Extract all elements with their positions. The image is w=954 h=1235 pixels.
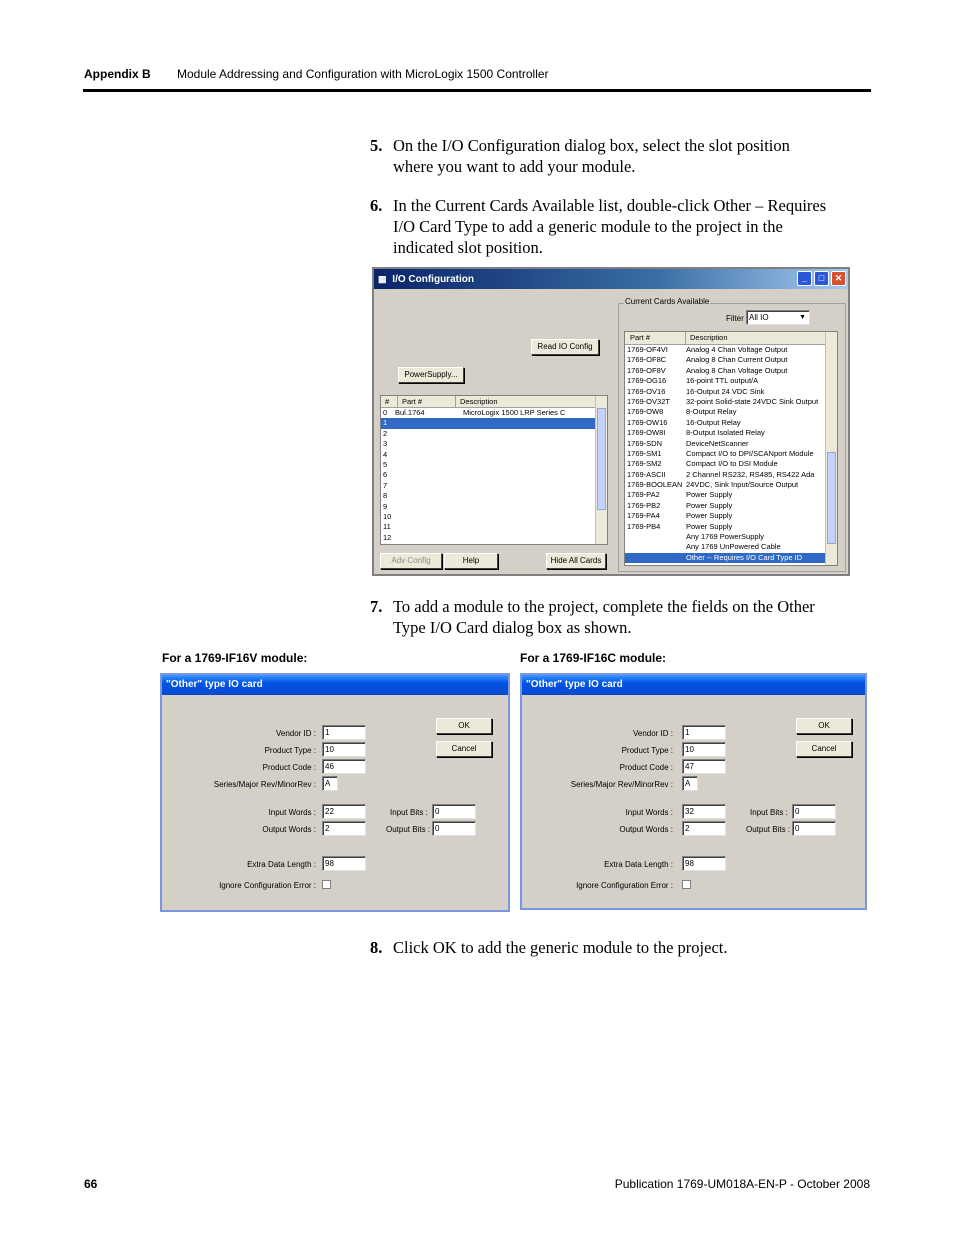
slot-row[interactable]	[381, 439, 607, 449]
filter-label: Filter	[726, 314, 744, 323]
card-description: Analog 8 Chan Current Output	[686, 355, 788, 365]
step-line: In the Current Cards Available list, double-click Other – Requires	[393, 196, 827, 215]
header-title: Module Addressing and Configuration with MicroLogix 1500 Controller	[177, 67, 549, 81]
slot-number: 3	[383, 439, 388, 449]
label-rev: Series/Major Rev/MinorRev :	[570, 780, 673, 789]
card-part: 1769-PB2	[627, 500, 661, 510]
card-row[interactable]	[625, 542, 837, 552]
header-rule	[83, 89, 871, 92]
adv-config-button[interactable]: Adv Config	[380, 553, 442, 569]
field-value: 0	[435, 824, 440, 833]
column-header[interactable]: #	[385, 397, 390, 406]
field-value: 98	[685, 859, 694, 868]
step-line: Type I/O Card dialog box as shown.	[393, 618, 632, 637]
card-part: 1769-SM1	[627, 448, 662, 458]
card-description: Power Supply	[686, 500, 733, 510]
card-description: 8-Output Isolated Relay	[686, 428, 765, 438]
field-value: 1	[685, 728, 690, 737]
slot-row[interactable]	[381, 481, 607, 491]
card-row[interactable]	[625, 428, 837, 438]
card-part: 1769-ASCII	[627, 469, 666, 479]
card-part: 1769-BOOLEAN	[627, 480, 683, 490]
field-outbits[interactable]	[432, 821, 476, 836]
slot-row[interactable]	[381, 502, 607, 512]
card-description: Power Supply	[686, 521, 733, 531]
card-description: Compact I/O to DSI Module	[686, 459, 778, 469]
field-value: 2	[685, 824, 690, 833]
slot-number: 12	[383, 532, 392, 542]
card-row[interactable]	[625, 355, 837, 365]
step-line: I/O Card Type to add a generic module to the project in the	[393, 217, 783, 236]
caption-if16c: For a 1769-IF16C module:	[520, 651, 667, 665]
slot-row[interactable]	[381, 460, 607, 470]
label-ignore: Ignore Configuration Error :	[576, 881, 673, 890]
cards-rows	[625, 345, 837, 563]
ignore-config-error-checkbox[interactable]	[322, 880, 331, 889]
field-inbits[interactable]	[792, 804, 836, 819]
label-inwords: Input Words :	[625, 808, 673, 817]
filter-select[interactable]	[746, 310, 810, 325]
slot-number: 4	[383, 449, 388, 459]
field-value: A	[685, 779, 691, 788]
card-row[interactable]	[625, 449, 837, 459]
field-extra[interactable]	[322, 856, 366, 871]
step-line: where you want to add your module.	[393, 157, 636, 176]
app-icon: ▦	[378, 274, 387, 284]
card-description: 2 Channel RS232, RS485, RS422 Ada	[686, 469, 815, 479]
card-description: 32-point Solid-state 24VDC Sink Output	[686, 396, 819, 406]
slot-number: 2	[383, 428, 388, 438]
column-header[interactable]: Part #	[630, 333, 651, 342]
field-value: 2	[325, 824, 330, 833]
card-row[interactable]	[625, 511, 837, 521]
ok-button[interactable]: OK	[796, 718, 852, 734]
slot-row[interactable]	[381, 470, 607, 480]
card-description: 16-Output Relay	[686, 417, 741, 427]
card-part: 1769-OF4VI	[627, 345, 668, 354]
card-description: DeviceNetScanner	[686, 438, 749, 448]
label-vendor: Vendor ID :	[632, 729, 673, 738]
step-line: On the I/O Configuration dialog box, select the slot position	[393, 136, 790, 155]
field-value: 46	[325, 762, 334, 771]
label-outbits: Output Bits :	[746, 825, 791, 834]
card-description: Any 1769 PowerSupply	[686, 532, 764, 542]
chevron-down-icon: ▼	[799, 314, 806, 321]
label-pcode: Product Code :	[262, 763, 316, 772]
field-extra[interactable]	[682, 856, 726, 871]
slots-list-header	[381, 396, 607, 408]
field-value: 10	[325, 745, 334, 754]
slot-number: 9	[383, 501, 388, 511]
card-row[interactable]	[625, 553, 837, 563]
card-description: Power Supply	[686, 490, 733, 500]
card-row[interactable]	[625, 459, 837, 469]
slot-row[interactable]	[381, 522, 607, 532]
label-inwords: Input Words :	[268, 808, 316, 817]
dialog-titlebar	[374, 269, 848, 289]
label-rev: Series/Major Rev/MinorRev :	[213, 780, 316, 789]
card-description: Analog 4 Chan Voltage Output	[686, 345, 788, 354]
dialog-title: "Other" type IO card	[166, 679, 263, 690]
card-part: 1769-OW8	[627, 407, 664, 417]
slot-row[interactable]	[381, 512, 607, 522]
field-inwords[interactable]	[322, 804, 366, 819]
label-outwords: Output Words :	[619, 825, 673, 834]
field-value: 10	[685, 745, 694, 754]
slot-row[interactable]	[381, 408, 607, 418]
cards-list-header	[625, 332, 837, 345]
card-row[interactable]	[625, 470, 837, 480]
maximize-icon[interactable]: □	[814, 271, 829, 286]
caption-if16v: For a 1769-IF16V module:	[162, 651, 308, 665]
card-row[interactable]	[625, 407, 837, 417]
slot-row[interactable]	[381, 533, 607, 543]
card-description: Compact I/O to DPI/SCANport Module	[686, 448, 814, 458]
card-part: 1769-OW8I	[627, 428, 666, 438]
card-row[interactable]	[625, 439, 837, 449]
card-description: Other -- Requires I/O Card Type ID	[686, 552, 803, 562]
card-row[interactable]	[625, 366, 837, 376]
field-value: 32	[685, 807, 694, 816]
slot-number: 8	[383, 491, 388, 501]
step-line: Click OK to add the generic module to the project.	[393, 938, 728, 957]
card-description: 16-Output 24 VDC Sink	[686, 386, 765, 396]
slot-number: 0	[383, 408, 388, 417]
field-value: 22	[325, 807, 334, 816]
card-description: Analog 8 Chan Voltage Output	[686, 365, 788, 375]
card-part: 1769-SDN	[627, 438, 663, 448]
help-button[interactable]: Help	[444, 553, 498, 569]
field-outbits[interactable]	[792, 821, 836, 836]
card-row[interactable]	[625, 480, 837, 490]
label-outbits: Output Bits :	[386, 825, 431, 834]
card-row[interactable]	[625, 345, 837, 355]
card-row[interactable]	[625, 501, 837, 511]
scroll-thumb[interactable]	[827, 452, 836, 544]
label-ptype: Product Type :	[621, 746, 673, 755]
dialog-titlebar	[522, 675, 865, 695]
card-part: 1769-PA4	[627, 511, 660, 521]
column-header[interactable]: Part #	[397, 396, 422, 407]
card-part: 1769-OF8V	[627, 365, 666, 375]
slot-number: 11	[383, 522, 391, 532]
column-header[interactable]: Description	[685, 332, 728, 344]
card-description: Any 1769 UnPowered Cable	[686, 542, 781, 552]
slot-row[interactable]	[381, 418, 607, 428]
field-rev[interactable]	[322, 776, 338, 791]
label-outwords: Output Words :	[262, 825, 316, 834]
card-description: 24VDC, Sink Input/Source Output	[686, 480, 799, 490]
scroll-thumb[interactable]	[597, 408, 606, 510]
card-part: 1769-OV32T	[627, 396, 670, 406]
slot-number: 5	[383, 459, 388, 469]
label-extra: Extra Data Length :	[247, 860, 316, 869]
field-value: A	[325, 779, 331, 788]
other-type-dialog-if16c	[520, 673, 867, 910]
page-number: 66	[84, 1177, 98, 1191]
label-vendor: Vendor ID :	[275, 729, 316, 738]
field-value: 1	[325, 728, 330, 737]
label-inbits: Input Bits :	[750, 808, 788, 817]
slots-scrollbar[interactable]	[595, 396, 607, 544]
power-supply-button[interactable]: PowerSupply...	[398, 367, 464, 383]
dialog-title: "Other" type IO card	[526, 679, 623, 690]
card-row[interactable]	[625, 397, 837, 407]
card-row[interactable]	[625, 532, 837, 542]
io-configuration-dialog	[372, 267, 850, 576]
slot-part: Bul.1764	[395, 408, 425, 417]
card-description: 16-point TTL output/A	[686, 376, 759, 386]
other-type-dialog-if16v	[160, 673, 510, 912]
dialog-title: I/O Configuration	[392, 274, 474, 285]
step-line: indicated slot position.	[393, 238, 543, 257]
step-number: 7.	[370, 597, 383, 616]
cards-list[interactable]	[624, 331, 838, 566]
field-value: 98	[325, 859, 334, 868]
cancel-button[interactable]: Cancel	[436, 741, 492, 757]
label-ptype: Product Type :	[264, 746, 316, 755]
field-rev[interactable]	[682, 776, 698, 791]
card-row[interactable]	[625, 376, 837, 386]
slot-number: 1	[383, 418, 388, 428]
card-part: 1769-PA2	[627, 490, 660, 500]
cancel-button[interactable]: Cancel	[796, 741, 852, 757]
minimize-icon[interactable]: _	[797, 271, 812, 286]
field-value: 0	[795, 824, 800, 833]
field-vendor[interactable]	[322, 725, 366, 740]
section-label: Appendix B	[84, 67, 151, 81]
ok-button[interactable]: OK	[436, 718, 492, 734]
slot-number: 6	[383, 470, 388, 480]
field-inbits[interactable]	[432, 804, 476, 819]
slot-row[interactable]	[381, 491, 607, 501]
card-part: 1769-OG16	[627, 376, 667, 386]
field-outwords[interactable]	[682, 821, 726, 836]
slot-number: 7	[383, 480, 388, 490]
slot-row[interactable]	[381, 450, 607, 460]
field-inwords[interactable]	[682, 804, 726, 819]
slot-number: 10	[383, 511, 392, 521]
publication-info: Publication 1769-UM018A-EN-P - October 2008	[614, 1177, 870, 1191]
field-value: 47	[685, 762, 694, 771]
dialog-titlebar	[162, 675, 508, 695]
read-io-config-button[interactable]: Read IO Config	[531, 339, 599, 355]
card-part: 1769-PB4	[627, 521, 661, 531]
slots-list[interactable]	[380, 395, 608, 545]
label-pcode: Product Code :	[619, 763, 673, 772]
card-part: 1769-OV16	[627, 386, 666, 396]
field-ptype[interactable]	[322, 742, 366, 757]
close-icon[interactable]: ✕	[831, 271, 846, 286]
label-inbits: Input Bits :	[390, 808, 428, 817]
current-cards-label: Current Cards Available	[625, 297, 710, 306]
card-part: 1769-SM2	[627, 459, 662, 469]
card-description: Power Supply	[686, 511, 733, 521]
slot-row[interactable]	[381, 429, 607, 439]
step-line: To add a module to the project, complete the fields on the Other	[393, 597, 815, 616]
field-vendor[interactable]	[682, 725, 726, 740]
step-number: 5.	[370, 136, 383, 155]
filter-value: All IO	[749, 313, 769, 322]
field-pcode[interactable]	[322, 759, 366, 774]
label-ignore: Ignore Configuration Error :	[219, 881, 316, 890]
slots-rows	[381, 408, 607, 543]
step-number: 8.	[370, 938, 383, 957]
cards-scrollbar[interactable]	[825, 332, 837, 565]
card-row[interactable]	[625, 418, 837, 428]
step-number: 6.	[370, 196, 383, 215]
hide-all-cards-button[interactable]: Hide All Cards	[546, 553, 606, 569]
field-ptype[interactable]	[682, 742, 726, 757]
label-extra: Extra Data Length :	[604, 860, 673, 869]
ignore-config-error-checkbox[interactable]	[682, 880, 691, 889]
field-pcode[interactable]	[682, 759, 726, 774]
slot-description: MicroLogix 1500 LRP Series C	[463, 408, 566, 417]
field-outwords[interactable]	[322, 821, 366, 836]
card-description: 8-Output Relay	[686, 407, 737, 417]
field-value: 0	[435, 807, 440, 816]
column-header[interactable]: Description	[455, 396, 498, 407]
field-value: 0	[795, 807, 800, 816]
card-row[interactable]	[625, 490, 837, 500]
card-part: 1769-OF8C	[627, 355, 667, 365]
card-row[interactable]	[625, 522, 837, 532]
card-row[interactable]	[625, 387, 837, 397]
card-part: 1769-OW16	[627, 417, 668, 427]
